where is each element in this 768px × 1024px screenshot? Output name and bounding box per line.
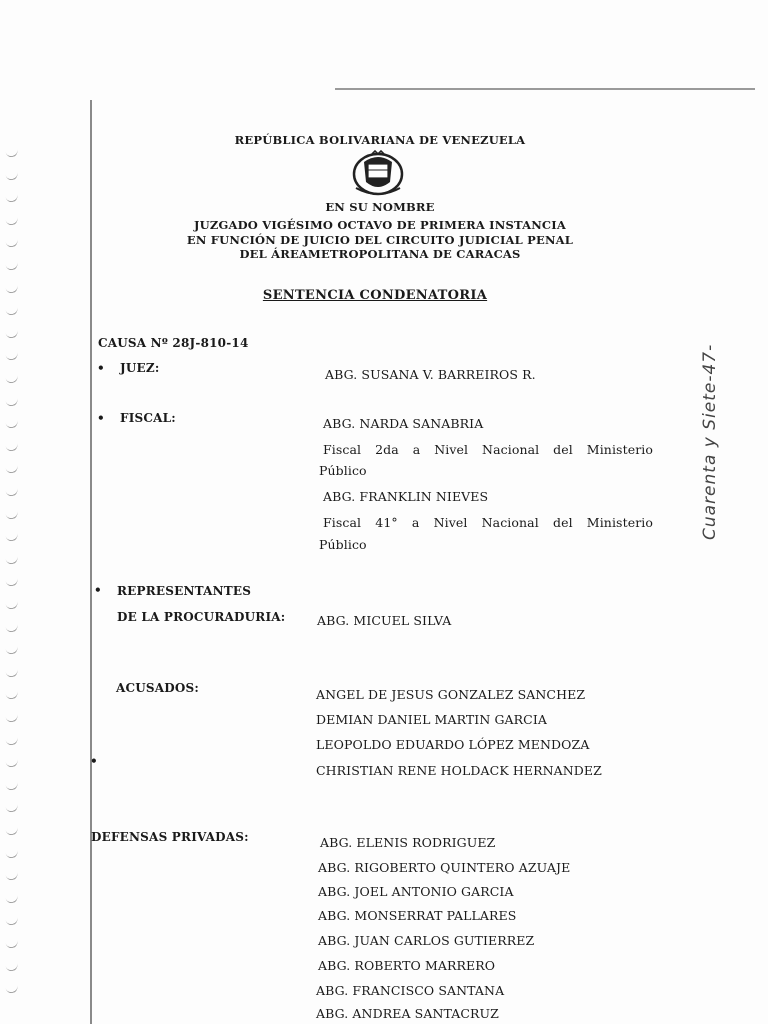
attorney-general-value: ABG. MICUEL SILVA [317, 613, 452, 628]
binding-hole-mark [5, 917, 18, 926]
binding-hole-mark [5, 759, 18, 768]
defense-name: ABG. MONSERRAT PALLARES [318, 908, 517, 923]
sentence-title: SENTENCIA CONDENATORIA [262, 288, 488, 303]
binding-hole-mark [5, 601, 18, 610]
binding-hole-mark [5, 149, 18, 158]
top-rule [335, 88, 755, 90]
binding-hole-mark [5, 262, 18, 271]
binding-hole-mark [5, 578, 18, 587]
binding-hole-mark [5, 465, 18, 474]
republic-heading: REPÚBLICA BOLIVARIANA DE VENEZUELA [234, 133, 526, 147]
defense-name: ABG. ANDREA SANTACRUZ [316, 1006, 499, 1021]
binding-hole-mark [5, 872, 18, 881]
binding-hole-mark [5, 443, 18, 452]
binding-hole-mark [5, 940, 18, 949]
binding-hole-marks [6, 150, 20, 1010]
bullet-judge: • [97, 361, 105, 375]
binding-hole-mark [5, 375, 18, 384]
binding-hole-mark [5, 510, 18, 519]
binding-hole-mark [5, 397, 18, 406]
binding-hole-mark [5, 239, 18, 248]
binding-hole-mark [5, 646, 18, 655]
binding-edge [90, 100, 92, 1024]
binding-hole-mark [5, 804, 18, 813]
coat-of-arms-icon [350, 148, 406, 198]
accused-label: ACUSADOS: [116, 681, 200, 695]
binding-hole-mark [5, 488, 18, 497]
binding-hole-mark [5, 330, 18, 339]
binding-hole-mark [5, 782, 18, 791]
prosecutor-line: ABG. FRANKLIN NIEVES [323, 489, 489, 504]
binding-hole-mark [5, 691, 18, 700]
defense-name: ABG. JOEL ANTONIO GARCIA [318, 884, 514, 899]
binding-hole-mark [5, 533, 18, 542]
binding-hole-mark [5, 420, 18, 429]
binding-hole-mark [5, 171, 18, 180]
accused-name: DEMIAN DANIEL MARTIN GARCIA [316, 712, 548, 727]
prosecutor-line: Fiscal 2da a Nivel Nacional del Ministerio [323, 442, 653, 457]
in-name-heading: EN SU NOMBRE [325, 200, 435, 214]
defense-name: ABG. JUAN CARLOS GUTIERREZ [318, 933, 535, 948]
bullet-accused: • [90, 754, 98, 768]
prosecutor-line: Público [319, 537, 367, 552]
defense-name: ABG. ROBERTO MARRERO [318, 958, 496, 973]
court-heading-line-3: DEL ÁREAMETROPOLITANA DE CARACAS [239, 247, 521, 261]
accused-name: ANGEL DE JESUS GONZALEZ SANCHEZ [316, 687, 586, 702]
bullet-attorney-general: • [94, 583, 102, 597]
bullet-prosecutor: • [97, 411, 105, 425]
accused-name: CHRISTIAN RENE HOLDACK HERNANDEZ [316, 763, 602, 778]
handwritten-page-note: Cuarenta y Siete-47- [700, 343, 720, 540]
prosecutor-line: ABG. NARDA SANABRIA [323, 416, 484, 431]
binding-hole-mark [5, 895, 18, 904]
judge-label: JUEZ: [120, 361, 160, 375]
attorney-general-label-line-2: DE LA PROCURADURIA: [117, 610, 286, 624]
binding-hole-mark [5, 827, 18, 836]
defense-name: ABG. FRANCISCO SANTANA [316, 983, 505, 998]
binding-hole-mark [5, 194, 18, 203]
binding-hole-mark [5, 849, 18, 858]
prosecutor-line: Público [319, 463, 367, 478]
defense-name: ABG. RIGOBERTO QUINTERO AZUAJE [318, 860, 571, 875]
accused-name: LEOPOLDO EDUARDO LÓPEZ MENDOZA [316, 737, 590, 752]
binding-hole-mark [5, 962, 18, 971]
prosecutor-label: FISCAL: [120, 411, 176, 425]
binding-hole-mark [5, 284, 18, 293]
binding-hole-mark [5, 623, 18, 632]
binding-hole-mark [5, 714, 18, 723]
defense-label: DEFENSAS PRIVADAS: [91, 830, 249, 844]
binding-hole-mark [5, 217, 18, 226]
court-heading-line-2: EN FUNCIÓN DE JUICIO DEL CIRCUITO JUDICIAL PENAL [186, 233, 574, 247]
binding-hole-mark [5, 985, 18, 994]
binding-hole-mark [5, 352, 18, 361]
judge-value: ABG. SUSANA V. BARREIROS R. [325, 367, 536, 382]
attorney-general-label-line-1: REPRESENTANTES [117, 584, 252, 598]
prosecutor-line: Fiscal 41° a Nivel Nacional del Ministerio [323, 515, 653, 530]
binding-hole-mark [5, 307, 18, 316]
binding-hole-mark [5, 669, 18, 678]
defense-name: ABG. ELENIS RODRIGUEZ [320, 835, 496, 850]
court-heading-line-1: JUZGADO VIGÉSIMO OCTAVO DE PRIMERA INSTANCIA [194, 218, 566, 232]
binding-hole-mark [5, 556, 18, 565]
case-number: CAUSA Nº 28J-810-14 [98, 336, 249, 350]
binding-hole-mark [5, 736, 18, 745]
